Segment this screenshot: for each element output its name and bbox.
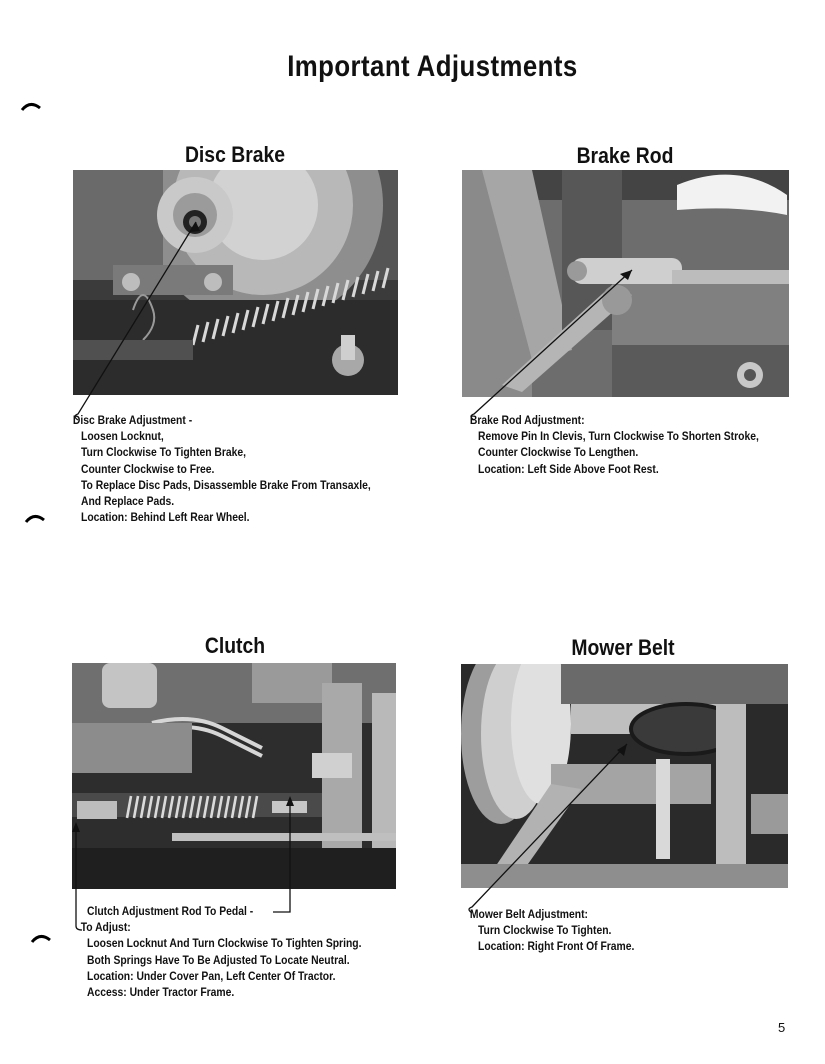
- clutch-caption: [80, 904, 362, 1001]
- caption-line: Location: Left Side Above Foot Rest.: [478, 463, 659, 476]
- caption-line: Mower Belt Adjustment:: [469, 909, 588, 921]
- caption-line: Loosen Locknut And Turn Clockwise To Tighten Spring.: [87, 938, 362, 951]
- brake-rod-caption: [469, 413, 759, 478]
- caption-line: Turn Clockwise To Tighten Brake,: [81, 447, 247, 460]
- disc-brake-caption: [72, 413, 371, 526]
- caption-line: Brake Rod Adjustment:: [469, 415, 585, 427]
- disc-brake-photo: [73, 170, 398, 395]
- caption-line: Disc Brake Adjustment -: [72, 415, 193, 427]
- binder-hole-mark: [30, 932, 52, 944]
- caption-line: Counter Clockwise to Free.: [81, 463, 215, 476]
- caption-line: Location: Behind Left Rear Wheel.: [81, 512, 250, 525]
- caption-line: Location: Right Front Of Frame.: [478, 941, 635, 954]
- caption-line: Loosen Locknut,: [81, 431, 164, 444]
- caption-line: To Replace Disc Pads, Disassemble Brake From Transaxle,: [81, 479, 371, 492]
- page-number: 5: [778, 1020, 786, 1035]
- mower-belt-photo: [461, 664, 788, 888]
- mower-belt-title: Mower Belt: [571, 635, 675, 660]
- caption-line: Location: Under Cover Pan, Left Center Of Tractor.: [87, 970, 336, 983]
- binder-hole-mark: [20, 100, 42, 112]
- disc-brake-title: Disc Brake: [184, 142, 286, 167]
- caption-line: Access: Under Tractor Frame.: [87, 987, 235, 1000]
- brake-rod-photo: [462, 170, 789, 397]
- caption-line: And Replace Pads.: [81, 496, 175, 509]
- clutch-title: Clutch: [204, 633, 266, 658]
- caption-line: To Adjust:: [80, 922, 131, 935]
- caption-line: Both Springs Have To Be Adjusted To Locate Neutral.: [87, 954, 350, 967]
- clutch-photo: [72, 663, 396, 889]
- caption-line: Turn Clockwise To Tighten.: [478, 925, 612, 938]
- brake-rod-title: Brake Rod: [576, 143, 674, 168]
- caption-line: Clutch Adjustment Rod To Pedal -: [87, 906, 254, 918]
- caption-line: Counter Clockwise To Lengthen.: [478, 447, 639, 460]
- page-title: Important Adjustments: [287, 50, 578, 83]
- caption-line: Remove Pin In Clevis, Turn Clockwise To Shorten Stroke,: [478, 431, 759, 444]
- mower-belt-caption: [469, 907, 635, 956]
- binder-hole-mark: [24, 512, 46, 524]
